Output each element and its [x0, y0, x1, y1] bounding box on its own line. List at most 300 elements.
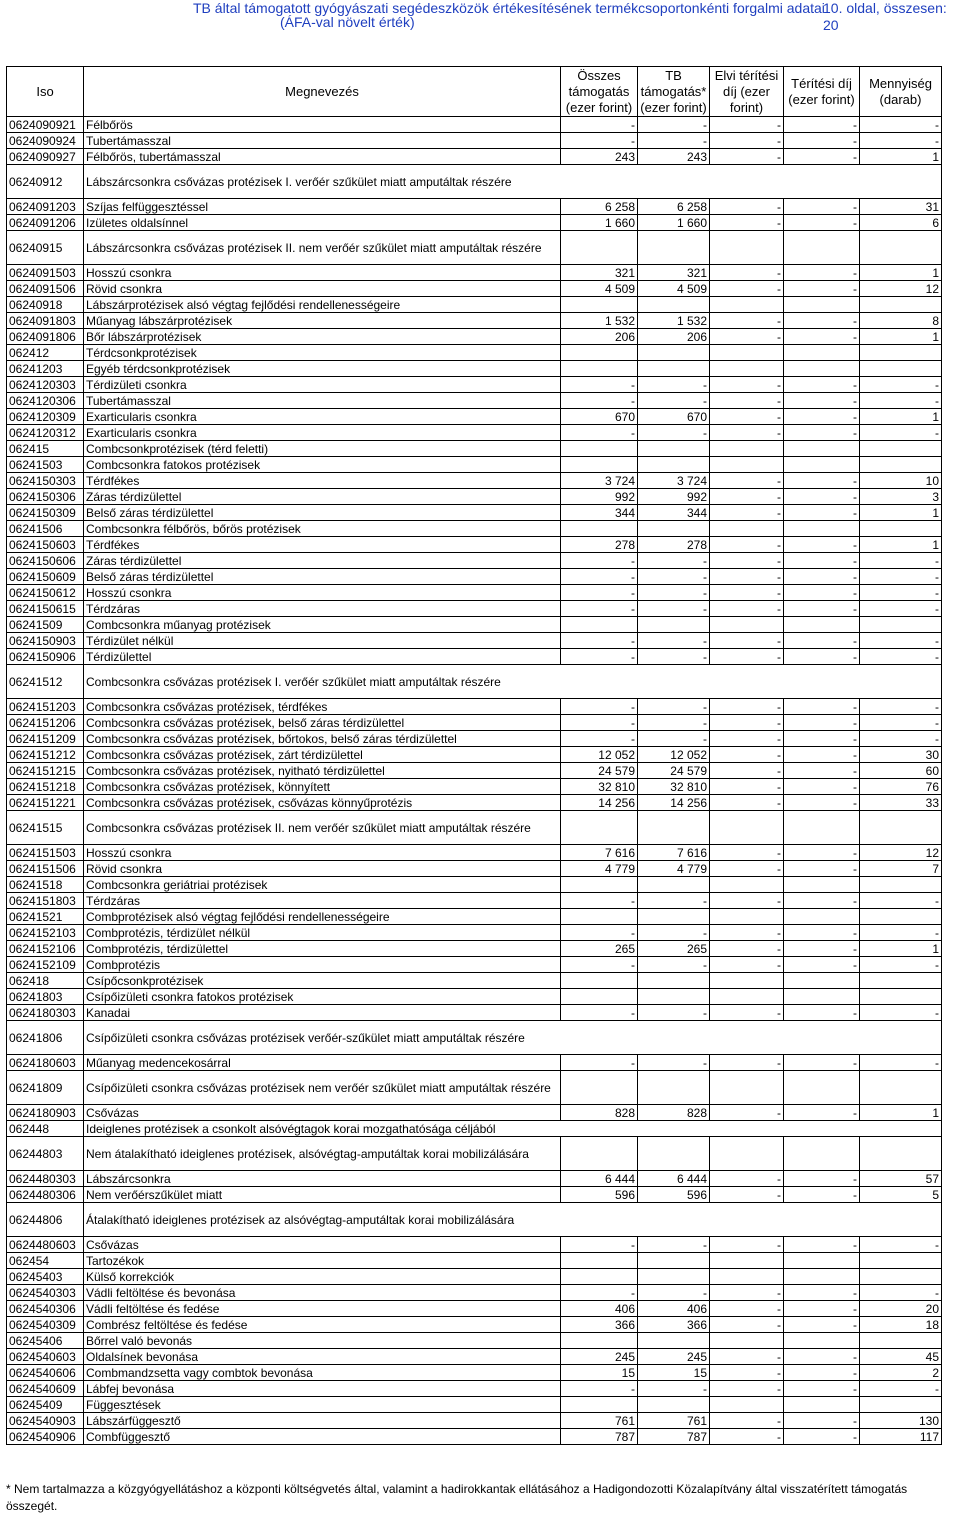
fee-cell: - — [784, 1429, 860, 1445]
tb-support-cell: 344 — [638, 505, 710, 521]
col-header-name: Megnevezés — [84, 67, 561, 117]
name-cell: Térdizületi csonkra — [84, 377, 561, 393]
iso-code-cell: 0624540309 — [7, 1317, 84, 1333]
fee-cell: - — [784, 377, 860, 393]
total-support-cell: - — [561, 393, 638, 409]
quantity-cell: - — [860, 731, 942, 747]
total-support-cell: 3 724 — [561, 473, 638, 489]
name-cell: Combcsonkra félbőrös, bőrös protézisek — [84, 521, 561, 537]
nominal-fee-cell — [710, 231, 784, 265]
table-row — [7, 861, 942, 877]
fee-cell: - — [784, 425, 860, 441]
table-row — [7, 489, 942, 505]
total-support-cell: - — [561, 893, 638, 909]
nominal-fee-cell — [710, 877, 784, 893]
report-title: TB által támogatott gyógyászati segédeszközök értékesítésének termékcsoportonkénti forgalmi adatai — [193, 0, 825, 16]
name-cell: Combprotézis, térdizület nélkül — [84, 925, 561, 941]
tb-support-cell: 6 444 — [638, 1171, 710, 1187]
tb-support-cell: - — [638, 715, 710, 731]
table-row — [7, 1317, 942, 1333]
col-header-tb: TB támogatás* (ezer forint) — [638, 67, 710, 117]
name-cell: Combprotézisek alsó végtag fejlődési rendellenességeire — [84, 909, 561, 925]
quantity-cell: 117 — [860, 1429, 942, 1445]
nominal-fee-cell: - — [710, 731, 784, 747]
name-cell: Ideiglenes protézisek a csonkolt alsóvégtagok korai mozgathatósága céljából — [84, 1121, 942, 1137]
table-row — [7, 1203, 942, 1237]
table-row — [7, 1071, 942, 1105]
table-row — [7, 297, 942, 313]
total-support-cell: 761 — [561, 1413, 638, 1429]
name-cell: Térdcsonkprotézisek — [84, 345, 561, 361]
quantity-cell — [860, 617, 942, 633]
iso-code-cell: 0624090921 — [7, 117, 84, 133]
fee-cell — [784, 441, 860, 457]
table-row — [7, 909, 942, 925]
fee-cell: - — [784, 409, 860, 425]
tb-support-cell: 787 — [638, 1429, 710, 1445]
quantity-cell: - — [860, 715, 942, 731]
fee-cell — [784, 909, 860, 925]
col-header-elvi: Elvi térítési díj (ezer forint) — [710, 67, 784, 117]
table-row — [7, 265, 942, 281]
tb-support-cell: 321 — [638, 265, 710, 281]
quantity-cell — [860, 457, 942, 473]
table-row — [7, 1253, 942, 1269]
iso-code-cell: 0624120309 — [7, 409, 84, 425]
quantity-cell: 30 — [860, 747, 942, 763]
nominal-fee-cell: - — [710, 199, 784, 215]
name-cell: Műanyag medencekosárral — [84, 1055, 561, 1071]
name-cell: Combcsonkra csővázas protézisek, bőrtokos, belső záras térdizülettel — [84, 731, 561, 747]
quantity-cell: 20 — [860, 1301, 942, 1317]
tb-support-cell: 596 — [638, 1187, 710, 1203]
quantity-cell: 1 — [860, 537, 942, 553]
table-row — [7, 877, 942, 893]
quantity-cell: 5 — [860, 1187, 942, 1203]
quantity-cell — [860, 521, 942, 537]
tb-support-cell: 366 — [638, 1317, 710, 1333]
iso-code-cell: 0624090927 — [7, 149, 84, 165]
table-row — [7, 505, 942, 521]
table-row — [7, 215, 942, 231]
tb-support-cell: 1 532 — [638, 313, 710, 329]
tb-support-cell — [638, 345, 710, 361]
nominal-fee-cell: - — [710, 779, 784, 795]
name-cell: Lábszárfüggesztő — [84, 1413, 561, 1429]
iso-code-cell: 0624180603 — [7, 1055, 84, 1071]
quantity-cell: 60 — [860, 763, 942, 779]
tb-support-cell — [638, 361, 710, 377]
fee-cell — [784, 973, 860, 989]
fee-cell — [784, 1071, 860, 1105]
table-row — [7, 925, 942, 941]
iso-code-cell: 0624091506 — [7, 281, 84, 297]
total-support-cell: - — [561, 925, 638, 941]
quantity-cell: - — [860, 925, 942, 941]
name-cell: Combcsonkra csővázas protézisek, nyitható térdizülettel — [84, 763, 561, 779]
name-cell: Combcsonkra műanyag protézisek — [84, 617, 561, 633]
nominal-fee-cell: - — [710, 1171, 784, 1187]
table-row — [7, 1269, 942, 1285]
table-row — [7, 377, 942, 393]
quantity-cell: - — [860, 1055, 942, 1071]
name-cell: Bőrrel való bevonás — [84, 1333, 561, 1349]
total-support-cell: 4 509 — [561, 281, 638, 297]
iso-code-cell: 06241515 — [7, 811, 84, 845]
nominal-fee-cell: - — [710, 845, 784, 861]
nominal-fee-cell: - — [710, 763, 784, 779]
table-row — [7, 989, 942, 1005]
tb-support-cell: - — [638, 585, 710, 601]
iso-code-cell: 0624150606 — [7, 553, 84, 569]
total-support-cell: 596 — [561, 1187, 638, 1203]
page-indicator: 10. oldal, összesen: 20 — [823, 0, 947, 33]
nominal-fee-cell: - — [710, 795, 784, 811]
total-support-cell — [561, 361, 638, 377]
nominal-fee-cell: - — [710, 1365, 784, 1381]
iso-code-cell: 062412 — [7, 345, 84, 361]
tb-support-cell: 24 579 — [638, 763, 710, 779]
tb-support-cell — [638, 1137, 710, 1171]
table-row — [7, 521, 942, 537]
nominal-fee-cell: - — [710, 149, 784, 165]
fee-cell: - — [784, 473, 860, 489]
tb-support-cell: - — [638, 117, 710, 133]
quantity-cell: - — [860, 1381, 942, 1397]
quantity-cell — [860, 1333, 942, 1349]
data-table — [6, 66, 942, 1445]
nominal-fee-cell: - — [710, 377, 784, 393]
name-cell: Oldalsínek bevonása — [84, 1349, 561, 1365]
fee-cell — [784, 811, 860, 845]
fee-cell: - — [784, 715, 860, 731]
total-support-cell: - — [561, 377, 638, 393]
table-row — [7, 763, 942, 779]
total-support-cell: - — [561, 569, 638, 585]
fee-cell: - — [784, 537, 860, 553]
total-support-cell: - — [561, 585, 638, 601]
fee-cell: - — [784, 1349, 860, 1365]
fee-cell: - — [784, 649, 860, 665]
tb-support-cell: 245 — [638, 1349, 710, 1365]
total-support-cell — [561, 441, 638, 457]
name-cell: Tubertámasszal — [84, 133, 561, 149]
total-support-cell — [561, 877, 638, 893]
tb-support-cell: - — [638, 649, 710, 665]
fee-cell: - — [784, 1171, 860, 1187]
table-row — [7, 425, 942, 441]
iso-code-cell: 06241503 — [7, 457, 84, 473]
nominal-fee-cell: - — [710, 215, 784, 231]
nominal-fee-cell — [710, 521, 784, 537]
name-cell: Csővázas — [84, 1105, 561, 1121]
iso-code-cell: 0624120303 — [7, 377, 84, 393]
iso-code-cell: 0624091806 — [7, 329, 84, 345]
iso-code-cell: 0624540606 — [7, 1365, 84, 1381]
total-support-cell: 24 579 — [561, 763, 638, 779]
table-row — [7, 1005, 942, 1021]
tb-support-cell: 4 509 — [638, 281, 710, 297]
iso-code-cell: 06241509 — [7, 617, 84, 633]
tb-support-cell — [638, 877, 710, 893]
col-header-iso: Iso — [7, 67, 84, 117]
total-support-cell — [561, 1397, 638, 1413]
iso-code-cell: 0624150306 — [7, 489, 84, 505]
total-support-cell: 12 052 — [561, 747, 638, 763]
fee-cell: - — [784, 925, 860, 941]
table-row — [7, 1429, 942, 1445]
nominal-fee-cell: - — [710, 1349, 784, 1365]
quantity-cell — [860, 1137, 942, 1171]
name-cell: Hosszú csonkra — [84, 265, 561, 281]
tb-support-cell: - — [638, 377, 710, 393]
total-support-cell: - — [561, 649, 638, 665]
table-row — [7, 747, 942, 763]
table-row — [7, 1413, 942, 1429]
total-support-cell: 15 — [561, 1365, 638, 1381]
total-support-cell: - — [561, 1285, 638, 1301]
table-row — [7, 281, 942, 297]
quantity-cell: 1 — [860, 265, 942, 281]
fee-cell — [784, 1253, 860, 1269]
total-support-cell: - — [561, 133, 638, 149]
table-row — [7, 699, 942, 715]
quantity-cell — [860, 811, 942, 845]
nominal-fee-cell: - — [710, 393, 784, 409]
iso-code-cell: 06240915 — [7, 231, 84, 265]
name-cell: Műanyag lábszárprotézisek — [84, 313, 561, 329]
iso-code-cell: 0624091503 — [7, 265, 84, 281]
fee-cell: - — [784, 1381, 860, 1397]
table-row — [7, 601, 942, 617]
table-row — [7, 957, 942, 973]
fee-cell: - — [784, 1413, 860, 1429]
nominal-fee-cell — [710, 361, 784, 377]
total-support-cell — [561, 1071, 638, 1105]
name-cell: Csípőizületi csonkra csővázas protézisek nem verőér szűkület miatt amputáltak részére — [84, 1071, 561, 1105]
tb-support-cell: - — [638, 957, 710, 973]
table-row — [7, 149, 942, 165]
table-row — [7, 665, 942, 699]
name-cell: Combfüggesztő — [84, 1429, 561, 1445]
tb-support-cell: 243 — [638, 149, 710, 165]
iso-code-cell: 06241521 — [7, 909, 84, 925]
table-row — [7, 633, 942, 649]
name-cell: Combcsonkra csővázas protézisek I. verőér szűkület miatt amputáltak részére — [84, 665, 942, 699]
fee-cell: - — [784, 1317, 860, 1333]
tb-support-cell — [638, 1397, 710, 1413]
table-row — [7, 553, 942, 569]
name-cell: Csípőcsonkprotézisek — [84, 973, 561, 989]
table-row — [7, 441, 942, 457]
table-row — [7, 1055, 942, 1071]
quantity-cell — [860, 1071, 942, 1105]
nominal-fee-cell: - — [710, 1301, 784, 1317]
fee-cell: - — [784, 893, 860, 909]
total-support-cell: 366 — [561, 1317, 638, 1333]
fee-cell: - — [784, 1237, 860, 1253]
name-cell: Combcsonkra geriátriai protézisek — [84, 877, 561, 893]
name-cell: Combcsonkra csővázas protézisek, csővázas könnyűprotézis — [84, 795, 561, 811]
iso-code-cell: 062454 — [7, 1253, 84, 1269]
quantity-cell: 8 — [860, 313, 942, 329]
quantity-cell: 1 — [860, 505, 942, 521]
table-row — [7, 617, 942, 633]
quantity-cell — [860, 1253, 942, 1269]
nominal-fee-cell — [710, 973, 784, 989]
quantity-cell: 1 — [860, 1105, 942, 1121]
total-support-cell: 206 — [561, 329, 638, 345]
table-row — [7, 393, 942, 409]
total-support-cell: 321 — [561, 265, 638, 281]
tb-support-cell: 4 779 — [638, 861, 710, 877]
quantity-cell: 3 — [860, 489, 942, 505]
fee-cell: - — [784, 763, 860, 779]
tb-support-cell — [638, 973, 710, 989]
total-support-cell — [561, 1137, 638, 1171]
tb-support-cell: 761 — [638, 1413, 710, 1429]
fee-cell: - — [784, 281, 860, 297]
table-row — [7, 1187, 942, 1203]
name-cell: Exarticularis csonkra — [84, 409, 561, 425]
table-row — [7, 1301, 942, 1317]
tb-support-cell: 992 — [638, 489, 710, 505]
nominal-fee-cell: - — [710, 117, 784, 133]
quantity-cell: 57 — [860, 1171, 942, 1187]
tb-support-cell: - — [638, 1285, 710, 1301]
name-cell: Lábszárcsonkra — [84, 1171, 561, 1187]
iso-code-cell: 062418 — [7, 973, 84, 989]
name-cell: Csípőizületi csonkra csővázas protézisek verőér-szűkület miatt amputáltak részére — [84, 1021, 942, 1055]
table-row — [7, 1285, 942, 1301]
iso-code-cell: 0624540906 — [7, 1429, 84, 1445]
table-row — [7, 1381, 942, 1397]
name-cell: Egyéb térdcsonkprotézisek — [84, 361, 561, 377]
quantity-cell: - — [860, 601, 942, 617]
total-support-cell — [561, 457, 638, 473]
fee-cell: - — [784, 941, 860, 957]
tb-support-cell: - — [638, 699, 710, 715]
tb-support-cell — [638, 1071, 710, 1105]
name-cell: Vádli feltöltése és fedése — [84, 1301, 561, 1317]
iso-code-cell: 0624150603 — [7, 537, 84, 553]
quantity-cell — [860, 909, 942, 925]
table-row — [7, 649, 942, 665]
iso-code-cell: 06240918 — [7, 297, 84, 313]
nominal-fee-cell: - — [710, 1413, 784, 1429]
table-row — [7, 1171, 942, 1187]
iso-code-cell: 0624150612 — [7, 585, 84, 601]
total-support-cell — [561, 1333, 638, 1349]
fee-cell — [784, 989, 860, 1005]
quantity-cell: 12 — [860, 281, 942, 297]
tb-support-cell — [638, 521, 710, 537]
fee-cell: - — [784, 199, 860, 215]
table-row — [7, 715, 942, 731]
quantity-cell: 31 — [860, 199, 942, 215]
tb-support-cell — [638, 231, 710, 265]
total-support-cell: 6 258 — [561, 199, 638, 215]
table-row — [7, 231, 942, 265]
total-support-cell — [561, 989, 638, 1005]
fee-cell — [784, 345, 860, 361]
total-support-cell: 7 616 — [561, 845, 638, 861]
tb-support-cell: - — [638, 731, 710, 747]
table-row — [7, 1333, 942, 1349]
fee-cell: - — [784, 1055, 860, 1071]
nominal-fee-cell — [710, 989, 784, 1005]
table-row — [7, 1021, 942, 1055]
quantity-cell: - — [860, 425, 942, 441]
table-row — [7, 1137, 942, 1171]
nominal-fee-cell: - — [710, 569, 784, 585]
total-support-cell: - — [561, 1381, 638, 1397]
table-row — [7, 585, 942, 601]
tb-support-cell: - — [638, 925, 710, 941]
total-support-cell: 265 — [561, 941, 638, 957]
name-cell: Vádli feltöltése és bevonása — [84, 1285, 561, 1301]
nominal-fee-cell: - — [710, 1237, 784, 1253]
total-support-cell: 245 — [561, 1349, 638, 1365]
table-row — [7, 361, 942, 377]
total-support-cell: - — [561, 601, 638, 617]
table-row — [7, 779, 942, 795]
fee-cell — [784, 617, 860, 633]
total-support-cell: 4 779 — [561, 861, 638, 877]
quantity-cell: - — [860, 1237, 942, 1253]
quantity-cell: 2 — [860, 1365, 942, 1381]
nominal-fee-cell — [710, 811, 784, 845]
iso-code-cell: 0624090924 — [7, 133, 84, 149]
table-row — [7, 345, 942, 361]
tb-support-cell — [638, 441, 710, 457]
name-cell: Kanadai — [84, 1005, 561, 1021]
table-header-row — [7, 67, 942, 117]
iso-code-cell: 0624150309 — [7, 505, 84, 521]
table-row — [7, 457, 942, 473]
iso-code-cell: 0624540903 — [7, 1413, 84, 1429]
total-support-cell: - — [561, 117, 638, 133]
iso-code-cell: 06241506 — [7, 521, 84, 537]
iso-code-cell: 06245403 — [7, 1269, 84, 1285]
tb-support-cell: - — [638, 893, 710, 909]
name-cell: Térdizület nélkül — [84, 633, 561, 649]
total-support-cell: - — [561, 1237, 638, 1253]
fee-cell: - — [784, 329, 860, 345]
total-support-cell: - — [561, 1055, 638, 1071]
fee-cell: - — [784, 699, 860, 715]
table-row — [7, 165, 942, 199]
nominal-fee-cell: - — [710, 553, 784, 569]
name-cell: Combcsonkra fatokos protézisek — [84, 457, 561, 473]
quantity-cell — [860, 1397, 942, 1413]
quantity-cell: 10 — [860, 473, 942, 489]
iso-code-cell: 0624151215 — [7, 763, 84, 779]
quantity-cell: - — [860, 585, 942, 601]
iso-code-cell: 06241203 — [7, 361, 84, 377]
quantity-cell — [860, 231, 942, 265]
fee-cell: - — [784, 845, 860, 861]
tb-support-cell: 12 052 — [638, 747, 710, 763]
iso-code-cell: 0624150303 — [7, 473, 84, 489]
table-row — [7, 973, 942, 989]
total-support-cell — [561, 973, 638, 989]
tb-support-cell — [638, 989, 710, 1005]
iso-code-cell: 06244803 — [7, 1137, 84, 1171]
total-support-cell: - — [561, 1005, 638, 1021]
fee-cell: - — [784, 601, 860, 617]
fee-cell: - — [784, 731, 860, 747]
